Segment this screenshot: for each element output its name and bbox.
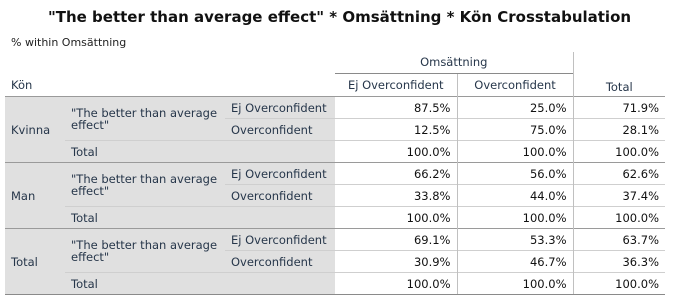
table-row xyxy=(5,229,665,251)
cell-value: 33.8% xyxy=(335,185,457,207)
cell-value: 66.2% xyxy=(335,163,457,185)
variable-label: "The better than average effect" xyxy=(65,97,225,141)
kon-label: Total xyxy=(5,229,65,295)
kon-header: Kön xyxy=(11,77,33,92)
cell-value: 100.0% xyxy=(335,273,457,295)
cell-value: 53.3% xyxy=(457,229,573,251)
variable-label: "The better than average effect" xyxy=(65,163,225,207)
cell-value: 37.4% xyxy=(573,185,665,207)
table-row xyxy=(5,273,665,295)
cell-value: 75.0% xyxy=(457,119,573,141)
total-row-label: Total xyxy=(65,141,335,163)
cell-value: 30.9% xyxy=(335,251,457,273)
row-label: Ej Overconfident xyxy=(225,163,335,185)
cell-value: 100.0% xyxy=(457,207,573,229)
kon-label: Kvinna xyxy=(5,97,65,163)
cell-value: 25.0% xyxy=(457,97,573,119)
cell-value: 100.0% xyxy=(573,273,665,295)
row-label: Overconfident xyxy=(225,119,335,141)
cell-value: 71.9% xyxy=(573,97,665,119)
row-label: Overconfident xyxy=(225,251,335,273)
cell-value: 100.0% xyxy=(457,141,573,163)
total-row-label: Total xyxy=(65,273,335,295)
cell-value: 100.0% xyxy=(457,273,573,295)
col-header-total: Total xyxy=(573,73,665,97)
header-row-1 xyxy=(5,52,665,73)
cell-value: 100.0% xyxy=(335,207,457,229)
cell-value: 36.3% xyxy=(573,251,665,273)
table-title: "The better than average effect" * Omsättning * Kön Crosstabulation xyxy=(47,8,632,26)
crosstab-table xyxy=(5,52,665,295)
table-row xyxy=(5,141,665,163)
cell-value: 63.7% xyxy=(573,229,665,251)
cell-value: 87.5% xyxy=(335,97,457,119)
cell-value: 12.5% xyxy=(335,119,457,141)
cell-value: 100.0% xyxy=(335,141,457,163)
cell-value: 44.0% xyxy=(457,185,573,207)
kon-label: Man xyxy=(5,163,65,229)
cell-value: 69.1% xyxy=(335,229,457,251)
table-row xyxy=(5,97,665,119)
total-row-label: Total xyxy=(65,207,335,229)
cell-value: 100.0% xyxy=(573,207,665,229)
col-header-ej-overconfident: Ej Overconfident xyxy=(335,73,457,97)
table-subtitle: % within Omsättning xyxy=(11,36,127,49)
cell-value: 62.6% xyxy=(573,163,665,185)
cell-value: 28.1% xyxy=(573,119,665,141)
row-label: Overconfident xyxy=(225,185,335,207)
cell-value: 46.7% xyxy=(457,251,573,273)
table-row xyxy=(5,207,665,229)
variable-label: "The better than average effect" xyxy=(65,229,225,273)
omsattning-header: Omsättning xyxy=(420,55,488,70)
col-header-overconfident: Overconfident xyxy=(457,73,573,97)
table-row xyxy=(5,163,665,185)
cell-value: 56.0% xyxy=(457,163,573,185)
row-label: Ej Overconfident xyxy=(225,229,335,251)
cell-value: 100.0% xyxy=(573,141,665,163)
row-label: Ej Overconfident xyxy=(225,97,335,119)
header-row-2 xyxy=(5,73,665,97)
